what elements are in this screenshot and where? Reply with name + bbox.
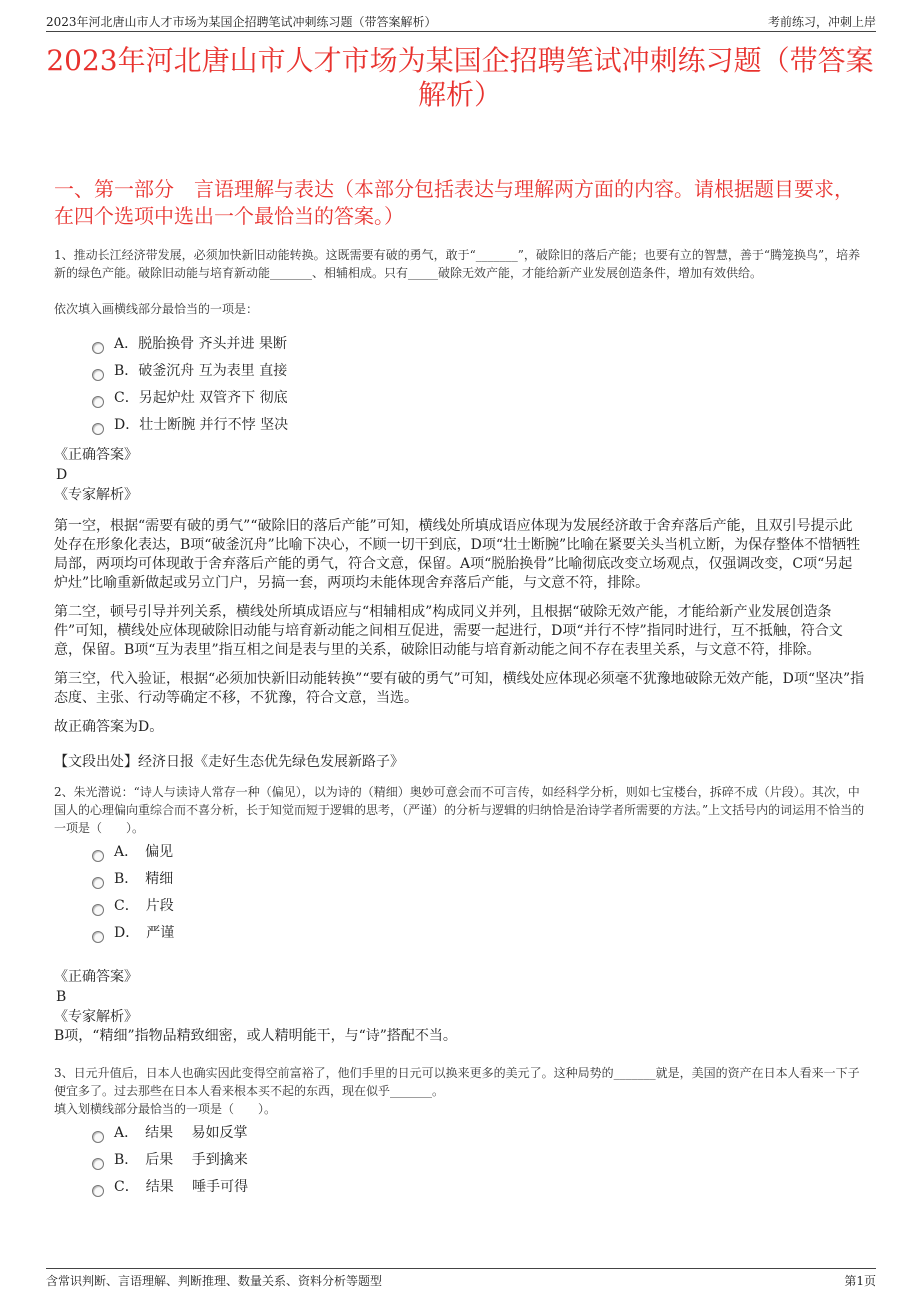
radio-icon[interactable] (92, 850, 104, 862)
radio-icon[interactable] (92, 877, 104, 889)
question-3-options (92, 1120, 866, 1201)
passage-source: 【文段出处】经济日报《走好生态优先绿色发展新路子》 (54, 754, 404, 770)
radio-icon[interactable] (92, 369, 104, 381)
analysis-text: B项，“精细”指物品精致细密，或人精明能干，与“诗”搭配不当。 (54, 1028, 457, 1044)
question-1-prompt: 依次填入画横线部分最恰当的一项是： (54, 302, 259, 316)
option-b[interactable] (92, 866, 866, 893)
analysis-label: 《专家解析》 (54, 1009, 138, 1025)
question-2-stem: 2、朱光潜说：“诗人与读诗人常存一种（偏见），以为诗的（精细）奥妙可意会而不可言传，如经科学分析，则如七宝楼台，拆碎不成（片段）。其次，中国人的心理偏向重综合而不喜分析，长于知觉而短于逻辑的思考，（严谨）的分析与逻辑的归纳恰是治诗学者所需要的方法。”上文括号内的词运用不恰当的一项是（ ）。 (54, 785, 865, 835)
correct-answer: D (56, 467, 68, 483)
option-b[interactable] (92, 358, 866, 385)
option-d[interactable] (92, 412, 866, 439)
analysis-paragraph: 第二空，顿号引导并列关系，横线处所填成语应与“相辅相成”构成同义并列，且根据“破除无效产能，才能给新产业发展创造条件”可知，横线处应体现破除旧动能与培育新动能之间相互促进，需要一起进行，D项“并行不悖”指同时进行，互不抵触，符合文意，保留。B项“互为表里”指互相之间是表与里的关系，破除旧动能与培育新动能之间不存在表里关系，与文意不符，排除。 (54, 604, 843, 658)
question-1-stem: 1、推动长江经济带发展，必须加快新旧动能转换。这既需要有破的勇气，敢于“_______”，破除旧的落后产能；也要有立的智慧，善于“腾笼换鸟”，培养新的绿色产能。破除旧动能与培育新动能_______、相辅相成。只有_____破除无效产能，才能给新产业发展创造条件，增加有效供给。 (54, 248, 861, 280)
question-3-prompt: 填入划横线部分最恰当的一项是（ ）。 (54, 1102, 277, 1116)
analysis-text (54, 517, 866, 737)
option-c[interactable] (92, 1174, 866, 1201)
page-number: 第1页 (844, 1274, 876, 1288)
option-a[interactable] (92, 1120, 866, 1147)
radio-icon[interactable] (92, 1185, 104, 1197)
option-label: B．破釜沉舟 互为表里 直接 (114, 363, 288, 379)
question-1 (54, 246, 866, 771)
radio-icon[interactable] (92, 904, 104, 916)
radio-icon[interactable] (92, 342, 104, 354)
header-slogan: 考前练习，冲刺上岸 (767, 15, 876, 29)
question-2-options (92, 839, 866, 947)
page-header (46, 11, 876, 32)
correct-answer-label: 《正确答案》 (54, 447, 138, 463)
option-label: A． 结果 易如反掌 (114, 1125, 248, 1141)
option-b[interactable] (92, 1147, 866, 1174)
page-footer (46, 1268, 876, 1289)
question-1-options (92, 331, 866, 439)
analysis-paragraph: 故正确答案为D。 (54, 719, 164, 735)
question-3-stem: 3、日元升值后，日本人也确实因此变得空前富裕了，他们手里的日元可以换来更多的美元了。这种局势的_______就是，美国的资产在日本人看来一下子便宜多了。过去那些在日本人看来根本买不起的东西，现在似乎_______。 (54, 1066, 860, 1098)
option-a[interactable] (92, 331, 866, 358)
option-label: C． 结果 唾手可得 (114, 1179, 249, 1195)
header-doc-title: 2023年河北唐山市人才市场为某国企招聘笔试冲刺练习题（带答案解析） (46, 15, 437, 29)
option-c[interactable] (92, 385, 866, 412)
option-label: C． 片段 (114, 898, 174, 914)
question-2 (54, 783, 866, 1046)
question-3 (54, 1064, 866, 1201)
radio-icon[interactable] (92, 396, 104, 408)
analysis-paragraph: 第一空，根据“需要有破的勇气”“破除旧的落后产能”可知，横线处所填成语应体现为发展经济敢于舍弃落后产能，且双引号提示此处存在形象化表达，B项“破釜沉舟”比喻下决心，不顾一切干到底，D项“壮士断腕”比喻在紧要关头当机立断，为保存整体不惜牺牲局部，两项均可体现敢于舍弃落后产能的勇气，符合文意，保留。A项“脱胎换骨”比喻彻底改变立场观点，仅强调改变，C项“另起炉灶”比喻重新做起或另立门户，另搞一套，两项均未能体现舍弃落后产能，与文意不符，排除。 (54, 518, 861, 591)
document-body (54, 246, 866, 1201)
option-label: A． 偏见 (114, 844, 174, 860)
option-label: C．另起炉灶 双管齐下 彻底 (114, 390, 288, 406)
option-c[interactable] (92, 893, 866, 920)
option-label: B． 后果 手到擒来 (114, 1152, 248, 1168)
document-title: 2023年河北唐山市人才市场为某国企招聘笔试冲刺练习题（带答案解析） (46, 44, 874, 111)
option-label: B． 精细 (114, 871, 174, 887)
analysis-label: 《专家解析》 (54, 487, 138, 503)
option-a[interactable] (92, 839, 866, 866)
radio-icon[interactable] (92, 931, 104, 943)
radio-icon[interactable] (92, 1158, 104, 1170)
radio-icon[interactable] (92, 423, 104, 435)
analysis-paragraph: 第三空，代入验证，根据“必须加快新旧动能转换”“要有破的勇气”可知，横线处应体现必须毫不犹豫地破除无效产能，D项“坚决”指态度、主张、行动等确定不移，不犹豫，符合文意，当选。 (54, 671, 865, 706)
option-d[interactable] (92, 920, 866, 947)
option-label: D．壮士断腕 并行不悖 坚决 (114, 417, 289, 433)
footer-description: 含常识判断、言语理解、判断推理、数量关系、资料分析等题型 (46, 1274, 383, 1288)
radio-icon[interactable] (92, 1131, 104, 1143)
correct-answer-label: 《正确答案》 (54, 969, 138, 985)
correct-answer: B (56, 989, 67, 1005)
option-label: A．脱胎换骨 齐头并进 果断 (114, 336, 288, 352)
section-heading: 一、第一部分 言语理解与表达（本部分包括表达与理解两方面的内容。请根据题目要求，在四个选项中选出一个最恰当的答案。） (54, 177, 854, 228)
option-label: D． 严谨 (114, 925, 175, 941)
